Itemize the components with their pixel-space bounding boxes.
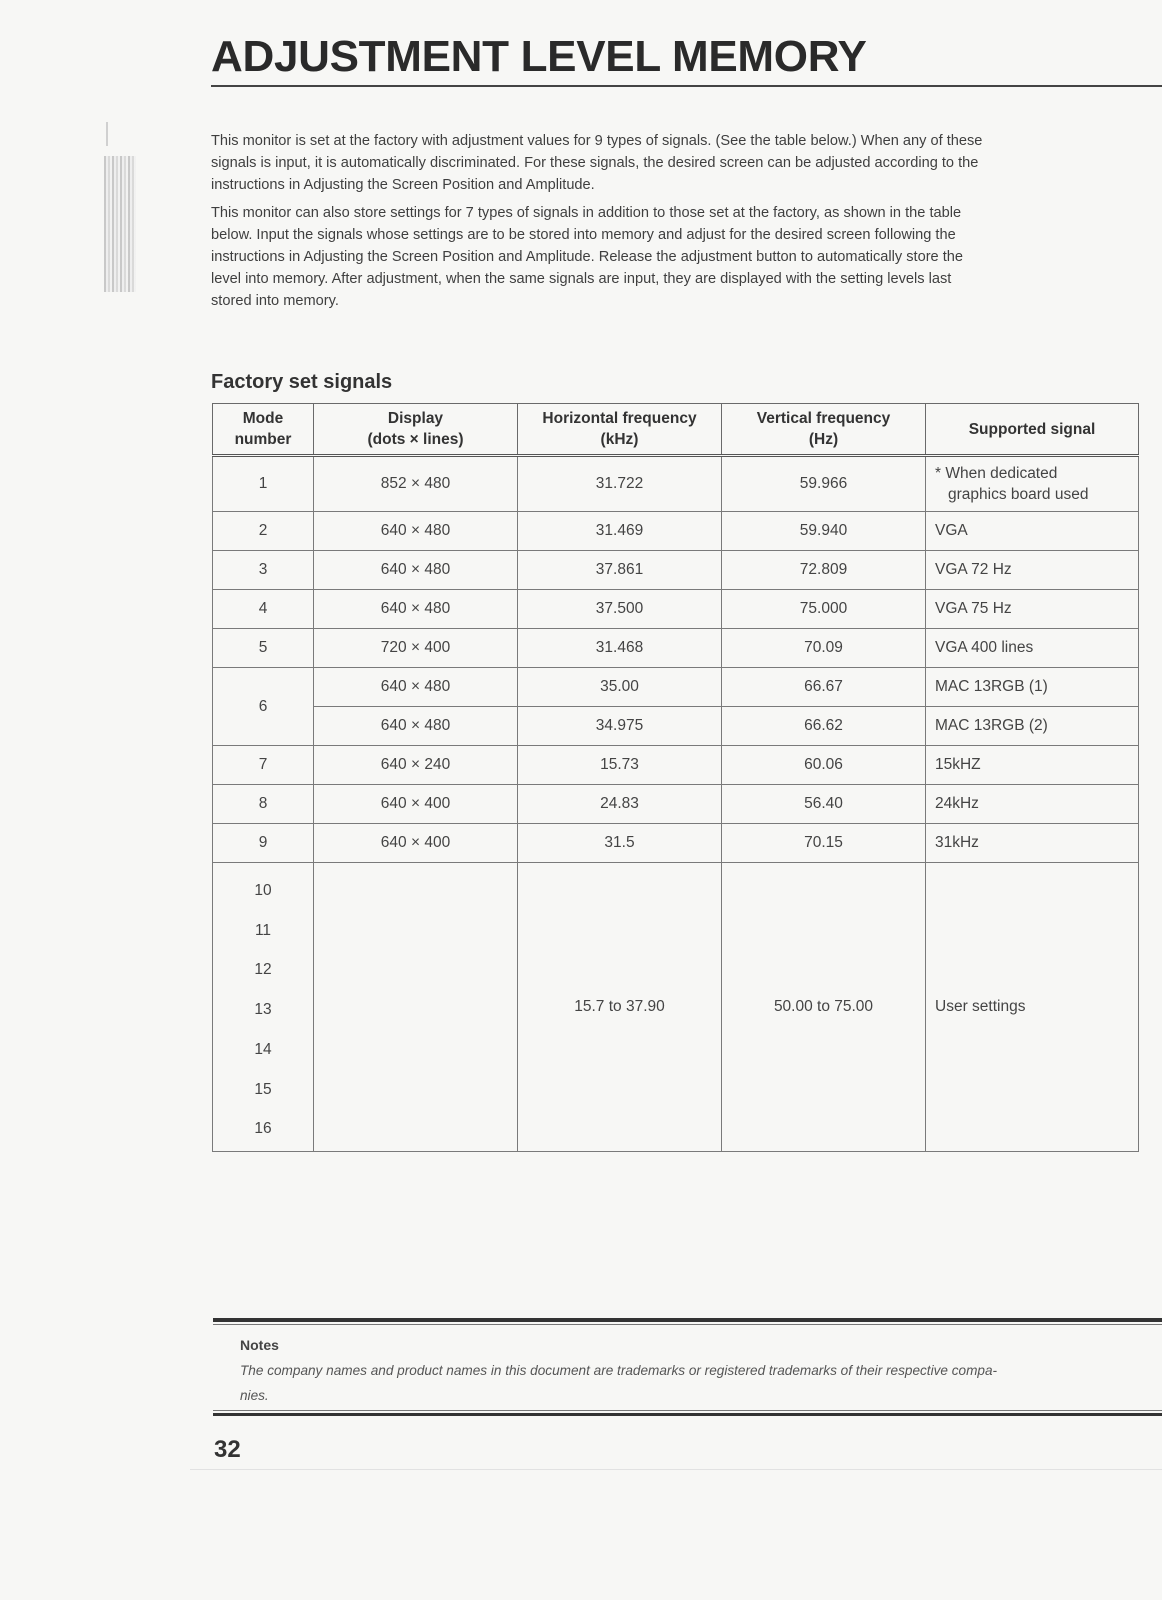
intro-line: signals is input, it is automatically discriminated. For these signals, the desired screen can be adjusted according to the: [211, 155, 979, 171]
table-row: [213, 551, 1139, 590]
title-rule: [211, 85, 1162, 87]
intro-line: level into memory. After adjustment, when the same signals are input, they are displayed with the setting levels last: [211, 271, 952, 287]
cell-display: 640 × 480: [314, 551, 518, 590]
page-foot-rule: [190, 1469, 1162, 1470]
cell-signal: MAC 13RGB (2): [926, 707, 1139, 746]
user-mode-number: 15: [254, 1080, 272, 1098]
user-mode-number: 13: [254, 1001, 272, 1019]
cell-mode: 7: [213, 746, 314, 785]
header-vertical-frequency: Vertical frequency (Hz): [722, 404, 926, 456]
table-row: [213, 590, 1139, 629]
cell-mode-list: [213, 863, 314, 1152]
intro-line: instructions in Adjusting the Screen Position and Amplitude.: [211, 177, 595, 193]
cell-signal: VGA 72 Hz: [926, 551, 1139, 590]
cell-mode: 1: [213, 456, 314, 512]
cell-hfreq: 31.468: [518, 629, 722, 668]
notes-rule-bottom-thin: [213, 1410, 1162, 1411]
intro-line: This monitor is set at the factory with adjustment values for 9 types of signals. (See the table below.) When any of these: [211, 133, 983, 149]
cell-vfreq: 56.40: [722, 785, 926, 824]
cell-vfreq: 70.15: [722, 824, 926, 863]
table-header-row: [213, 404, 1139, 456]
cell-mode: 3: [213, 551, 314, 590]
notes-heading: Notes: [240, 1337, 279, 1353]
cell-mode: 9: [213, 824, 314, 863]
cell-hfreq: 37.861: [518, 551, 722, 590]
cell-mode: 8: [213, 785, 314, 824]
cell-signal: VGA 400 lines: [926, 629, 1139, 668]
table-row: [213, 629, 1139, 668]
cell-hfreq: 24.83: [518, 785, 722, 824]
cell-signal: 15kHZ: [926, 746, 1139, 785]
page-title: ADJUSTMENT LEVEL MEMORY: [211, 32, 867, 81]
cell-mode: 6: [213, 668, 314, 746]
notes-line: nies.: [240, 1388, 269, 1403]
intro-paragraph-1: [211, 130, 1141, 196]
page-binding-edge: [104, 156, 136, 292]
cell-display: 640 × 400: [314, 824, 518, 863]
notes-text: [240, 1358, 1140, 1408]
table-row: [213, 707, 1139, 746]
header-horizontal-frequency: Horizontal frequency (kHz): [518, 404, 722, 456]
cell-hfreq: 31.722: [518, 456, 722, 512]
cell-hfreq: 37.500: [518, 590, 722, 629]
intro-line: below. Input the signals whose settings are to be stored into memory and adjust for the desired screen following the: [211, 227, 956, 243]
cell-display: 640 × 400: [314, 785, 518, 824]
cell-vfreq: 59.940: [722, 512, 926, 551]
table-row: [213, 512, 1139, 551]
cell-display: 640 × 480: [314, 590, 518, 629]
user-mode-number: 14: [254, 1040, 272, 1058]
header-supported-signal: Supported signal: [926, 404, 1139, 456]
intro-paragraph-2: [211, 202, 1141, 312]
cell-signal: User settings: [926, 863, 1139, 1152]
cell-vfreq: 72.809: [722, 551, 926, 590]
cell-hfreq: 15.7 to 37.90: [518, 863, 722, 1152]
cell-vfreq: 75.000: [722, 590, 926, 629]
user-mode-number: 16: [254, 1120, 272, 1138]
cell-signal: VGA 75 Hz: [926, 590, 1139, 629]
cell-display: 640 × 240: [314, 746, 518, 785]
table-row-user-settings: [213, 863, 1139, 1152]
notes-line: The company names and product names in this document are trademarks or registered trademarks of their respective compa-: [240, 1363, 998, 1378]
notes-rule-top: [213, 1318, 1162, 1322]
cell-hfreq: 15.73: [518, 746, 722, 785]
cell-signal: MAC 13RGB (1): [926, 668, 1139, 707]
cell-hfreq: 35.00: [518, 668, 722, 707]
user-mode-number: 10: [254, 882, 272, 899]
cell-mode: 2: [213, 512, 314, 551]
cell-vfreq: 66.67: [722, 668, 926, 707]
cell-signal: 31kHz: [926, 824, 1139, 863]
table-row: [213, 785, 1139, 824]
cell-mode: 5: [213, 629, 314, 668]
page-number: 32: [214, 1436, 241, 1463]
cell-display: 640 × 480: [314, 668, 518, 707]
user-mode-number: 11: [254, 921, 272, 939]
table-row: [213, 746, 1139, 785]
cell-vfreq: 66.62: [722, 707, 926, 746]
cell-vfreq: 70.09: [722, 629, 926, 668]
cell-vfreq: 50.00 to 75.00: [722, 863, 926, 1152]
cell-display: 720 × 400: [314, 629, 518, 668]
cell-display: 640 × 480: [314, 512, 518, 551]
cell-vfreq: 60.06: [722, 746, 926, 785]
cell-hfreq: 31.469: [518, 512, 722, 551]
cell-signal: 24kHz: [926, 785, 1139, 824]
cell-vfreq: 59.966: [722, 456, 926, 512]
cell-hfreq: 31.5: [518, 824, 722, 863]
binding-tick: [106, 122, 108, 146]
cell-mode: 4: [213, 590, 314, 629]
notes-rule-bottom: [213, 1413, 1162, 1416]
intro-line: instructions in Adjusting the Screen Position and Amplitude. Release the adjustment button to automatically store the: [211, 249, 964, 265]
section-title: Factory set signals: [211, 371, 393, 393]
header-mode-number: Mode number: [213, 404, 314, 456]
cell-signal: * When dedicated graphics board used: [926, 456, 1139, 512]
table-row: [213, 824, 1139, 863]
intro-line: stored into memory.: [211, 293, 339, 309]
table-row: [213, 456, 1139, 512]
table-row: [213, 668, 1139, 707]
notes-rule-top-thin: [213, 1324, 1162, 1325]
user-mode-number: 12: [254, 961, 272, 979]
header-display: Display (dots × lines): [314, 404, 518, 456]
cell-hfreq: 34.975: [518, 707, 722, 746]
cell-display: 640 × 480: [314, 707, 518, 746]
intro-text: [211, 130, 1141, 318]
intro-line: This monitor can also store settings for 7 types of signals in addition to those set at the factory, as shown in the table: [211, 205, 962, 221]
cell-display: 852 × 480: [314, 456, 518, 512]
cell-signal: VGA: [926, 512, 1139, 551]
factory-signals-table: [212, 403, 1139, 1152]
cell-display: [314, 863, 518, 1152]
